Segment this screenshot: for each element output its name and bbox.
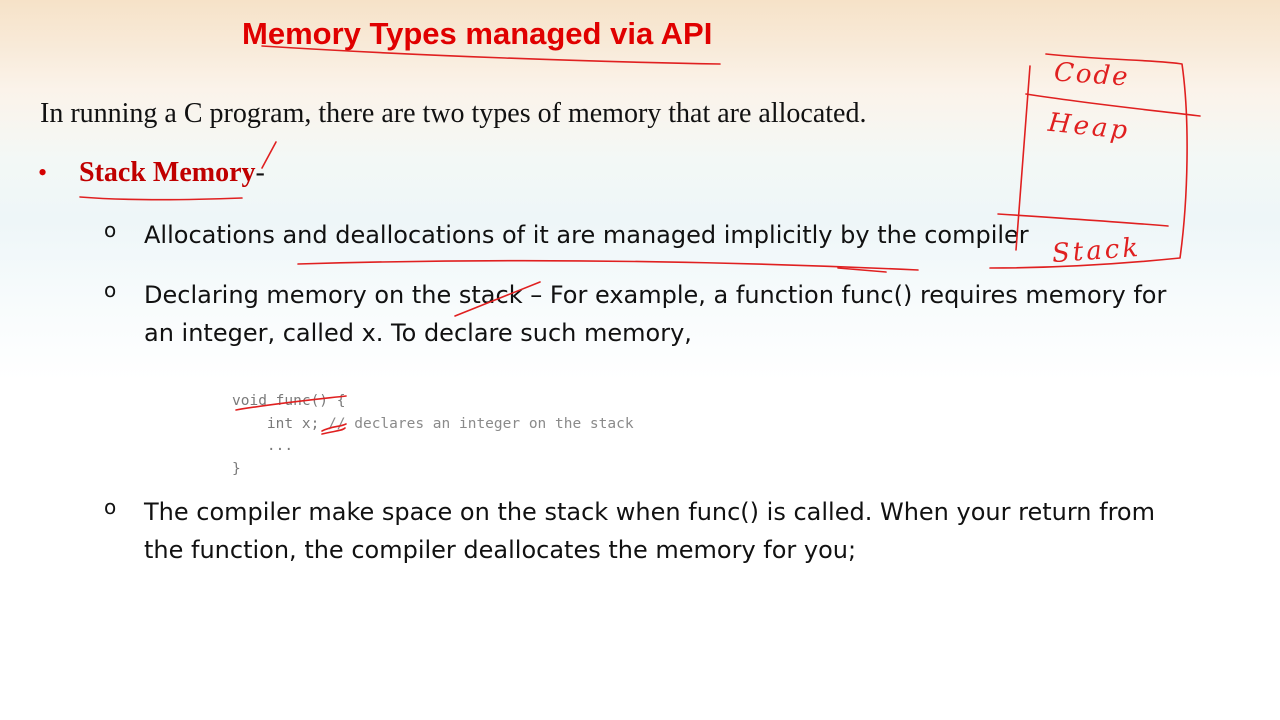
code-line: ...	[232, 438, 294, 454]
code-line: }	[232, 460, 241, 477]
sub-bullet-text-line2: an integer, called x. To declare such memory,	[144, 319, 692, 347]
heading-underline	[80, 197, 242, 200]
stack-annotation: Stack	[1051, 232, 1143, 270]
slide-title: Memory Types managed via API	[242, 16, 713, 51]
stack-memory-heading	[79, 157, 265, 189]
intro-text: In running a C program, there are two types of memory that are allocated.	[40, 98, 867, 129]
sub-bullet-marker: o	[104, 278, 117, 302]
code-annotation: Code	[1053, 57, 1131, 93]
code-block	[232, 390, 634, 480]
bullet-marker: •	[38, 158, 48, 187]
sub-bullet-text: Allocations and deallocations of it are managed implicitly by the compiler	[144, 221, 1029, 249]
heading-text: Stack Memory	[79, 157, 256, 188]
heap-annotation: Heap	[1046, 107, 1132, 147]
sentence-underline-2	[838, 268, 886, 272]
sentence-underline	[298, 261, 918, 270]
code-comment: // declares an integer on the stack	[319, 415, 634, 432]
sub-bullet-text-line1: Declaring memory on the stack – For example, a function func() requires memory for	[144, 281, 1167, 309]
code-line: void func() {	[232, 393, 346, 409]
sub-bullet-marker: o	[104, 495, 117, 519]
sub-bullet-marker: o	[104, 218, 117, 242]
sub-bullet-text-line1: The compiler make space on the stack when func() is called. When your return from	[144, 498, 1155, 526]
code-line: int x;	[232, 415, 320, 432]
sub-bullet-text-line2: the function, the compiler deallocates the memory for you;	[144, 536, 857, 564]
heading-suffix: -	[255, 157, 265, 188]
